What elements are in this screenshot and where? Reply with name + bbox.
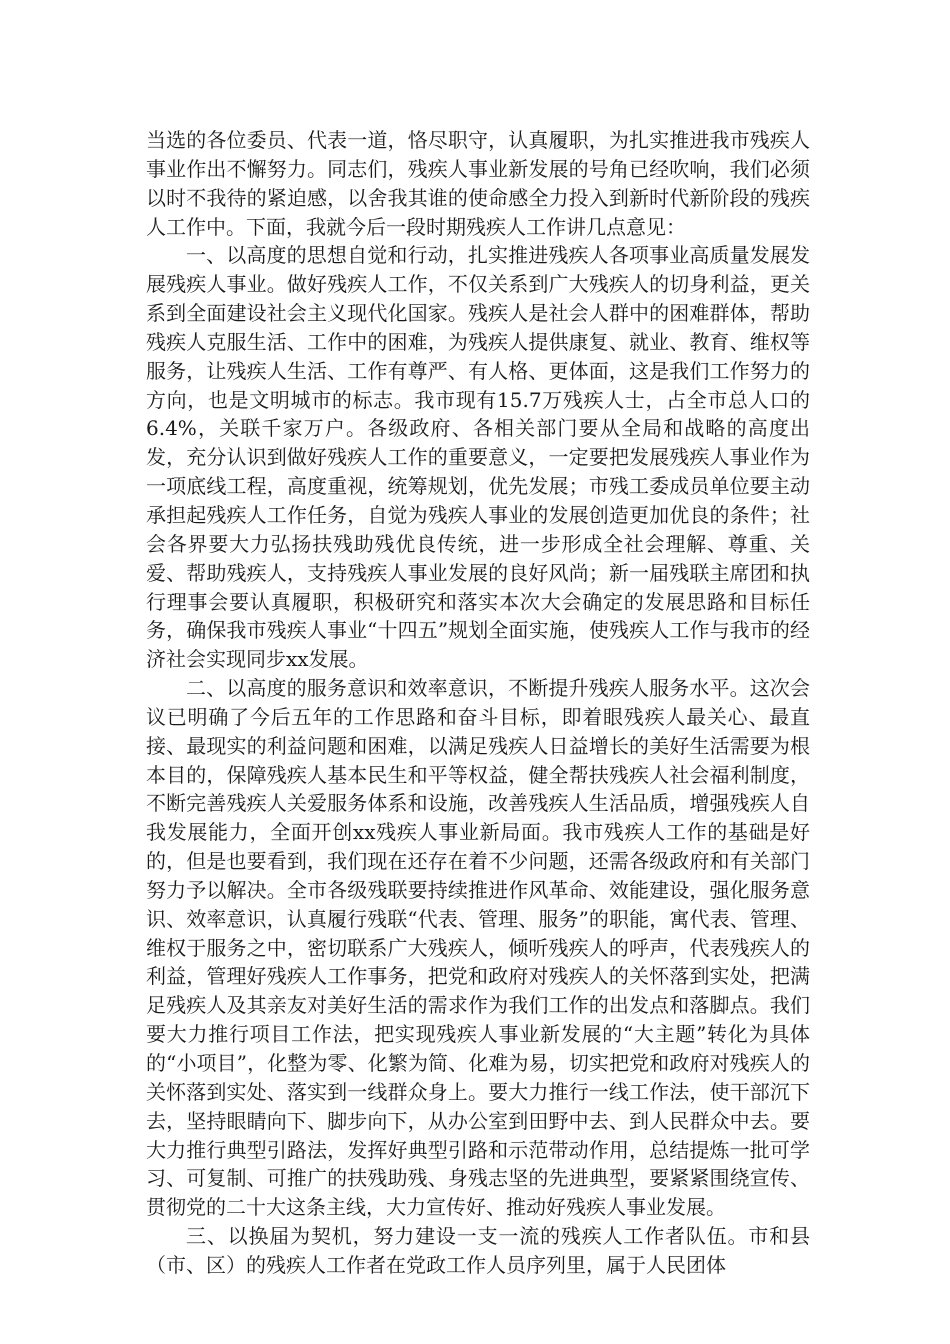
document-body: [146, 126, 810, 1280]
paragraph-section-two: 二、以高度的服务意识和效率意识，不断提升残疾人服务水平。这次会议已明确了今后五年的工作思路和奋斗目标，即着眼残疾人最关心、最直接、最现实的利益问题和困难，以满足残疾人日益增长的美好生活需要为根本目的，保障残疾人基本民生和平等权益，健全帮扶残疾人社会福利制度，不断完善残疾人关爱服务体系和设施，改善残疾人生活品质，增强残疾人自我发展能力，全面开创xx残疾人事业新局面。我市残疾人工作的基础是好的，但是也要看到，我们现在还存在着不少问题，还需各级政府和有关部门努力予以解决。全市各级残联要持续推进作风革命、效能建设，强化服务意识、效率意识，认真履行残联“代表、管理、服务”的职能，寓代表、管理、维权于服务之中，密切联系广大残疾人，倾听残疾人的呼声，代表残疾人的利益，管理好残疾人工作事务，把党和政府对残疾人的关怀落到实处，把满足残疾人及其亲友对美好生活的需求作为我们工作的出发点和落脚点。我们要大力推行项目工作法，把实现残疾人事业新发展的“大主题”转化为具体的“小项目”，化整为零、化繁为简、化难为易，切实把党和政府对残疾人的关怀落到实处、落实到一线群众身上。要大力推行一线工作法，使干部沉下去，坚持眼睛向下、脚步向下，从办公室到田野中去、到人民群众中去。要大力推行典型引路法，发挥好典型引路和示范带动作用，总结提炼一批可学习、可复制、可推广的扶残助残、身残志坚的先进典型，要紧紧围绕宣传、贯彻党的二十大这条主线，大力宣传好、推动好残疾人事业发展。: [146, 676, 810, 1220]
paragraph-intro: 当选的各位委员、代表一道，恪尽职守，认真履职，为扎实推进我市残疾人事业作出不懈努力。同志们，残疾人事业新发展的号角已经吹响，我们必须以时不我待的紧迫感，以舍我其谁的使命感全力投入到新时代新阶段的残疾人工作中。下面，我就今后一段时期残疾人工作讲几点意见：: [146, 128, 810, 239]
paragraph-section-one: 一、以高度的思想自觉和行动，扎实推进残疾人各项事业高质量发展发展残疾人事业。做好残疾人工作，不仅关系到广大残疾人的切身利益，更关系到全面建设社会主义现代化国家。残疾人是社会人群中的困难群体，帮助残疾人克服生活、工作中的困难，为残疾人提供康复、就业、教育、维权等服务，让残疾人生活、工作有尊严、有人格、更体面，这是我们工作努力的方向，也是文明城市的标志。我市现有15.7万残疾人士，占全市总人口的6.4%，关联千家万户。各级政府、各相关部门要从全局和战略的高度出发，充分认识到做好残疾人工作的重要意义，一定要把发展残疾人事业作为一项底线工程，高度重视，统筹规划，优先发展；市残工委成员单位要主动承担起残疾人工作任务，自觉为残疾人事业的发展创造更加优良的条件；社会各界要大力弘扬扶残助残优良传统，进一步形成全社会理解、尊重、关爱、帮助残疾人，支持残疾人事业发展的良好风尚；新一届残联主席团和执行理事会要认真履职，积极研究和落实本次大会确定的发展思路和目标任务，确保我市残疾人事业“十四五”规划全面实施，使残疾人工作与我市的经济社会实现同步xx发展。: [146, 243, 810, 672]
paragraph-section-three: 三、以换届为契机，努力建设一支一流的残疾人工作者队伍。市和县（市、区）的残疾人工作者在党政工作人员序列里，属于人民团体: [146, 1224, 810, 1277]
